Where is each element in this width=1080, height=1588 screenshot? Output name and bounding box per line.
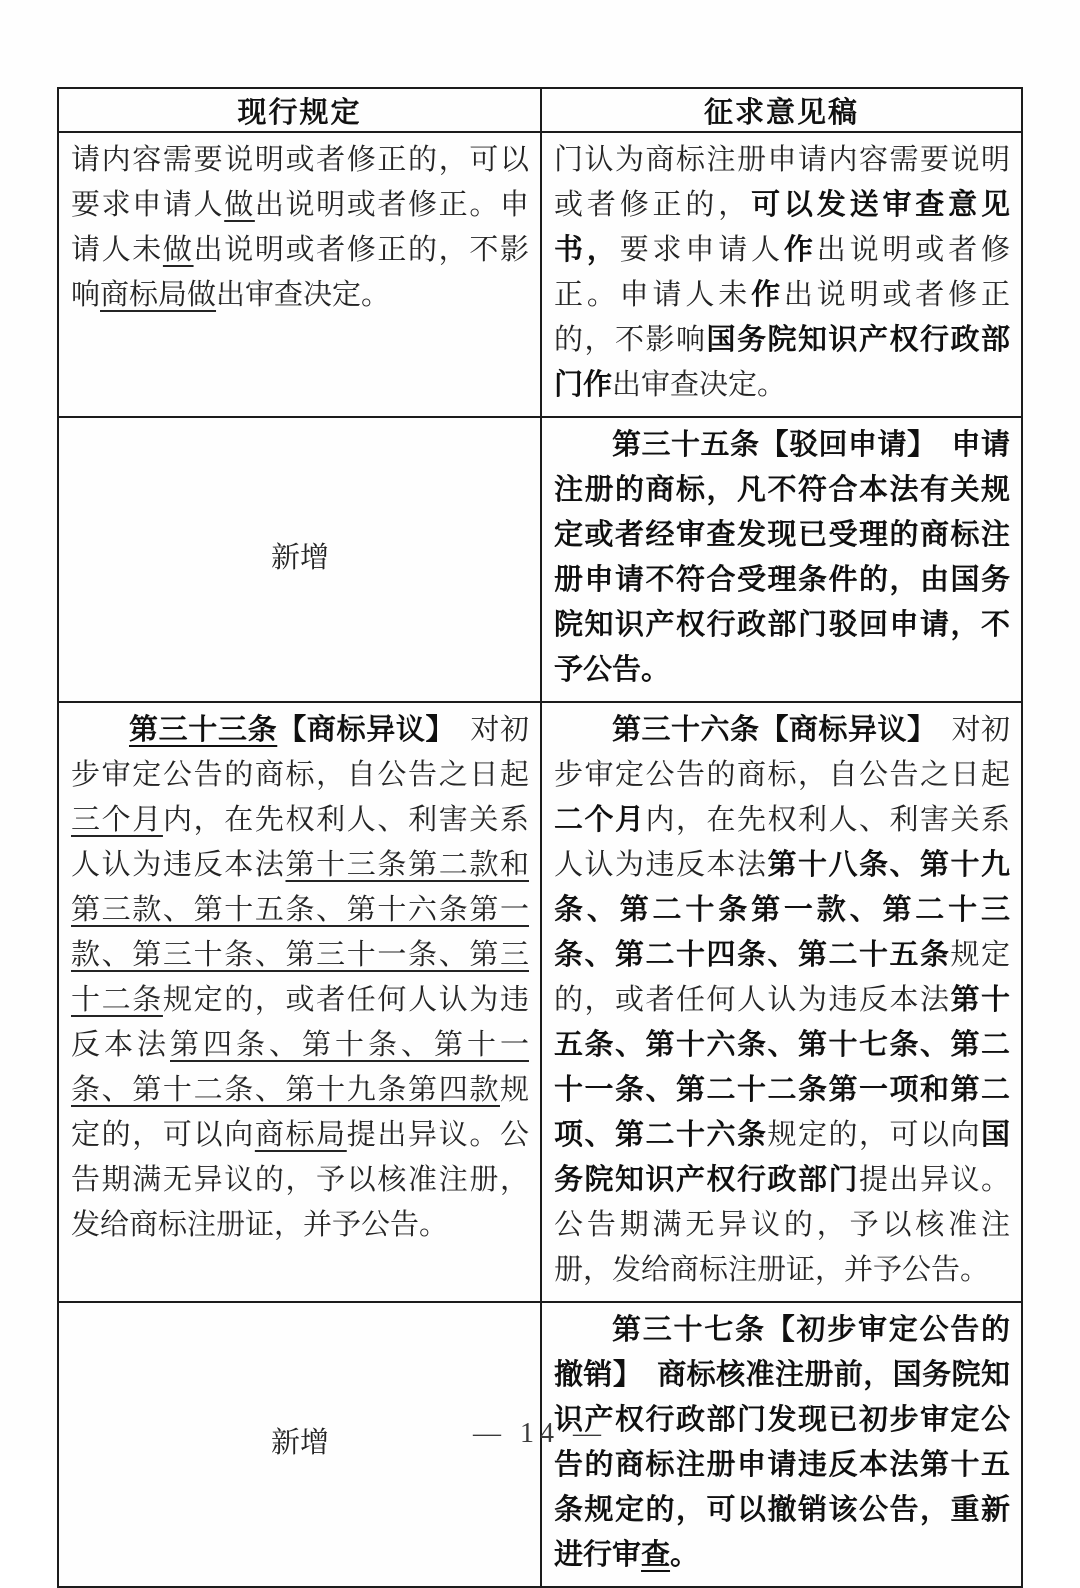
text-run: 出审查决定。 xyxy=(216,279,391,311)
text-run: 要求申请人 xyxy=(619,234,784,266)
text-run: 可以发送审查意见书， xyxy=(554,189,1010,266)
cell-paragraph xyxy=(554,708,1010,1293)
text-run: 注册的商标，凡不符合本法有关规定或者经审查发现已受理的商标注册申请不符合受理条件的，由国务院知识产权行政部门驳回申请，不予公告。 xyxy=(554,474,1010,686)
text-run: 出说明或者修正。申请人未 xyxy=(554,234,1010,311)
text-run: 提出异议。公告期满无异议的，予以核准注册，发给商标注册证，并予公告。 xyxy=(554,1164,1010,1286)
text-run: 规定的，或者任何人认为违反本法 xyxy=(71,984,529,1061)
text-run: 新增 xyxy=(270,541,329,574)
text-run: 对初步审定公告的商标，自公告之日起 xyxy=(554,714,1010,791)
text-run: 【商标异议】 xyxy=(277,714,441,746)
text-run: 第四条、第十条、第十一条、第十二条、第十九条第四款 xyxy=(71,1029,529,1106)
table-cell-left xyxy=(59,418,540,701)
comparison-table-rows xyxy=(59,133,1021,1586)
text-run: 内，在先权利人、利害关系人认为违反本法 xyxy=(554,804,1010,881)
text-run: 请内容需要说明或者修正的，可以要求申请人 xyxy=(71,144,529,221)
table-cell-left xyxy=(59,703,540,1301)
table-row xyxy=(59,133,1021,416)
text-run: 第三十六条【商标异议】 xyxy=(612,714,922,746)
text-run: 提出异议。公告期满无异议的，予以核准注册，发给商标注册证，并予公告。 xyxy=(71,1119,529,1241)
text-run: 三个月 xyxy=(71,804,163,836)
text-run: 作 xyxy=(751,279,784,311)
text-run: 新增 xyxy=(270,1426,329,1459)
text-run: 出说明或者修正的，不影响 xyxy=(71,234,529,311)
text-run: 规定的，或者任何人认为违反本法 xyxy=(554,939,1010,1016)
text-run: 规定的，可以向 xyxy=(71,1074,529,1151)
cell-paragraph xyxy=(554,138,1010,408)
text-run: 第三十七条【初步审定公告的撤销】 xyxy=(554,1314,1010,1391)
table-header-row xyxy=(59,89,1021,133)
table-cell-left xyxy=(59,133,540,416)
text-run: 对初步审定公告的商标，自公告之日起 xyxy=(71,714,529,791)
text-run: 做 xyxy=(162,234,194,266)
text-run: 内，在先权利人、利害关系人认为违反本法 xyxy=(71,804,529,881)
text-run: 第十八条、第十九条、第二十条第一款、第二十三条、第二十四条、第二十五条 xyxy=(554,849,1010,971)
text-run: 商标核准注册前，国务院知识产权行政部门发现已初步审定公告的商标注册申请违反本法第十五条规定的，可以撤销该公告，重新进行审 xyxy=(554,1359,1010,1571)
cell-paragraph xyxy=(71,708,529,1248)
text-run: 出说明或者修正的，不影响 xyxy=(554,279,1010,356)
table-cell-right xyxy=(540,703,1021,1301)
text-run: 门认为商标注册申请内容需要说明或者修正的， xyxy=(554,144,1010,221)
text-run: 。 xyxy=(670,1539,700,1571)
text-run: 国务院知识产权行政部门 xyxy=(554,1119,1010,1196)
text-run: 第三十三条 xyxy=(129,714,278,746)
text-run: 申请 xyxy=(921,429,1010,461)
text-run: 作 xyxy=(783,234,817,266)
table-header-draft-for-comments: 征求意见稿 xyxy=(540,89,1021,131)
text-run: 第三十五条【驳回申请】 xyxy=(612,429,922,461)
table-row xyxy=(59,701,1021,1301)
text-run: 出说明或者修正。申请人未 xyxy=(71,189,529,266)
text-run: 二个月 xyxy=(554,804,646,836)
table-header-current-regulations: 现行规定 xyxy=(237,96,362,129)
text-run: 第十三条第二款和第三款、第十五条、第十六条第一款、第三十条、第三十一条、第三十二条 xyxy=(71,849,529,1016)
text-run: 做 xyxy=(224,189,255,221)
page-number: — 14 — xyxy=(473,1418,607,1449)
text-run: 查 xyxy=(641,1539,671,1571)
cell-paragraph xyxy=(271,536,329,581)
table-row xyxy=(59,416,1021,701)
cell-paragraph xyxy=(71,138,529,318)
cell-paragraph xyxy=(554,423,1010,693)
text-run: 出审查决定。 xyxy=(612,369,787,401)
text-run: 商标局做 xyxy=(100,279,217,311)
comparison-table xyxy=(57,87,1023,1588)
text-run: 规定的，可以向 xyxy=(767,1119,981,1151)
text-run: 第十五条、第十六条、第十七条、第二十一条、第二十二条第一项和第二项、第二十六条 xyxy=(554,984,1010,1151)
table-cell-right xyxy=(540,418,1021,701)
text-run: 商标局 xyxy=(254,1119,347,1151)
text-run: 国务院知识产权行政部门作 xyxy=(554,324,1010,401)
table-cell-right xyxy=(540,133,1021,416)
